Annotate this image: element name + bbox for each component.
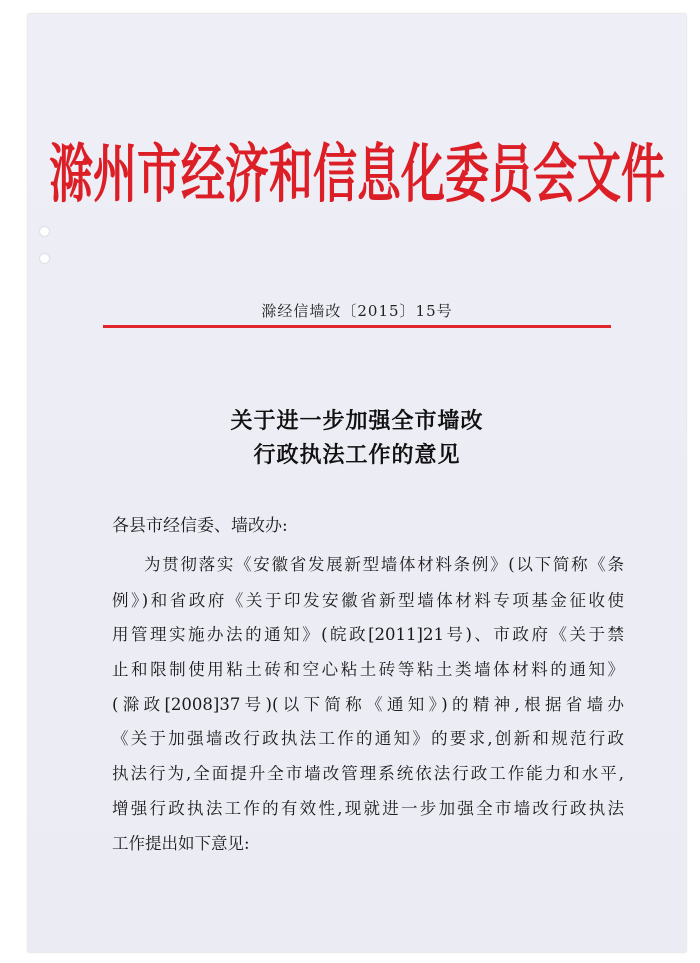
red-divider-rule [103, 325, 611, 328]
body-line: 止和限制使用粘土砖和空心粘土砖等粘土类墙体材料的通知》 [112, 660, 624, 679]
body-line: 《关于加强墙改行政执法工作的通知》的要求,创新和规范行政 [112, 729, 624, 748]
document-title-line-2: 行政执法工作的意见 [253, 443, 461, 468]
document-title-line-1: 关于进一步加强全市墙改 [230, 409, 484, 434]
body-line: 例》)和省政府《关于印发安徽省新型墙体材料专项基金征收使 [112, 591, 624, 610]
body-line: (滁政[2008]37号)(以下简称《通知》)的精神,根据省墙办 [112, 695, 624, 714]
body-line: 工作提出如下意见: [112, 834, 250, 853]
document-page [28, 14, 686, 952]
body-line: 用管理实施办法的通知》(皖政[2011]21号)、市政府《关于禁 [112, 625, 624, 644]
punch-hole [40, 254, 49, 263]
punch-hole [40, 227, 49, 236]
document-number: 滁经信墙改〔2015〕15号 [261, 302, 453, 320]
body-line: 执法行为,全面提升全市墙改管理系统依法行政工作能力和水平, [112, 764, 624, 783]
body-line: 为贯彻落实《安徽省发展新型墙体材料条例》(以下简称《条 [144, 555, 624, 574]
body-line: 增强行政执法工作的有效性,现就进一步加强全市墙改行政执法 [112, 799, 624, 818]
masthead-title: 滁州市经济和信息化委员会文件 [49, 137, 665, 212]
salutation: 各县市经信委、墙改办: [112, 516, 288, 536]
